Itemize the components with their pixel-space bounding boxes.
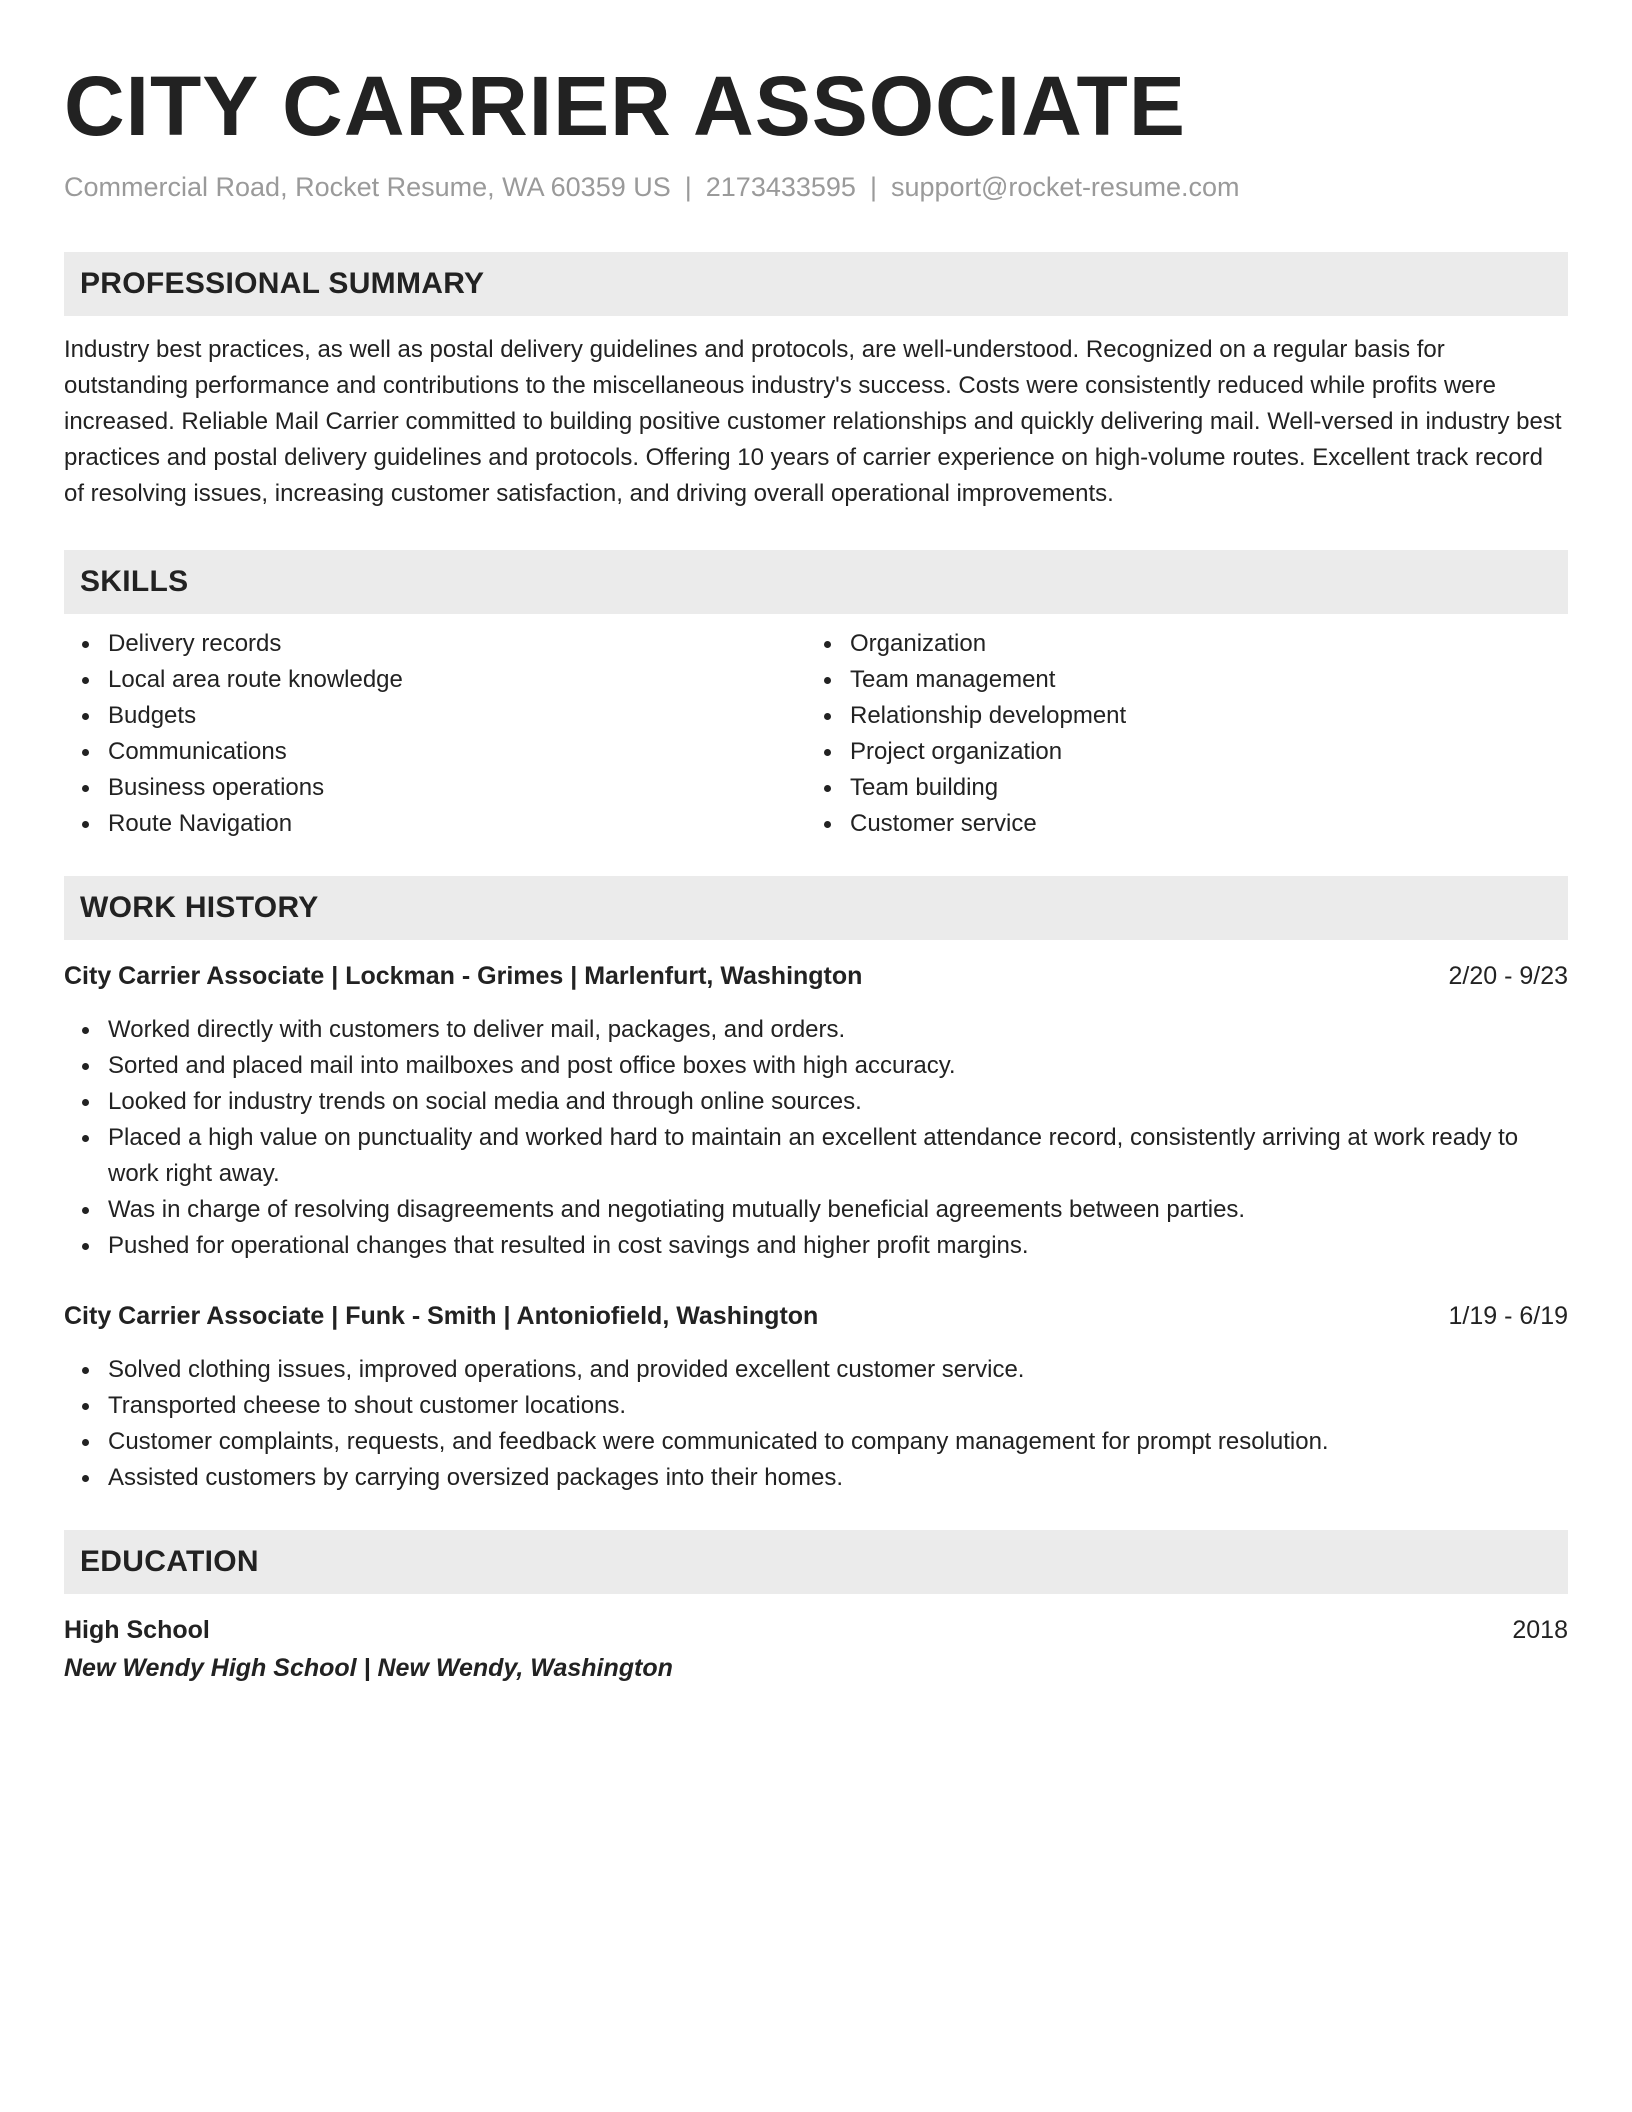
skill-item bbox=[806, 698, 1548, 734]
job-bullet-text: Transported cheese to shout customer locations. bbox=[108, 1392, 627, 1419]
education-school: New Wendy High School | New Wendy, Washington bbox=[64, 1654, 673, 1682]
job-bullet bbox=[64, 1388, 1568, 1424]
job-bullet bbox=[64, 1120, 1568, 1192]
job-bullet-text: Sorted and placed mail into mailboxes and post office boxes with high accuracy. bbox=[108, 1052, 956, 1079]
skill-item bbox=[806, 626, 1548, 662]
bullet-icon bbox=[824, 641, 831, 648]
summary-section bbox=[64, 252, 1568, 512]
skills-section bbox=[64, 550, 1568, 842]
job-header bbox=[64, 1298, 1568, 1334]
contact-separator: | bbox=[684, 172, 692, 202]
skill-item-text: Route Navigation bbox=[108, 810, 293, 837]
bullet-icon bbox=[82, 1367, 89, 1374]
skill-item bbox=[806, 806, 1548, 842]
job-bullet bbox=[64, 1424, 1568, 1460]
job-bullet-text: Customer complaints, requests, and feedback were communicated to company management for prompt resolution. bbox=[108, 1428, 1329, 1455]
skills-heading: SKILLS bbox=[64, 550, 1568, 614]
job-bullet-text: Solved clothing issues, improved operations, and provided excellent customer service. bbox=[108, 1356, 1025, 1383]
education-header bbox=[64, 1612, 1568, 1648]
job-bullet bbox=[64, 1192, 1568, 1228]
job-bullets bbox=[64, 1352, 1568, 1496]
resume-page bbox=[64, 0, 1568, 1688]
skill-item-text: Budgets bbox=[108, 702, 197, 729]
bullet-icon bbox=[82, 1439, 89, 1446]
skill-item-text: Relationship development bbox=[850, 702, 1127, 729]
bullet-icon bbox=[82, 1063, 89, 1070]
education-entry bbox=[64, 1612, 1568, 1688]
job-header bbox=[64, 958, 1568, 994]
skills-columns bbox=[64, 626, 1568, 842]
skill-item bbox=[64, 698, 806, 734]
job-title: City Carrier Associate | Funk - Smith | Antoniofield, Washington bbox=[64, 1302, 819, 1330]
job-bullet-text: Assisted customers by carrying oversized packages into their homes. bbox=[108, 1464, 843, 1491]
bullet-icon bbox=[824, 677, 831, 684]
bullet-icon bbox=[824, 713, 831, 720]
skill-item bbox=[64, 770, 806, 806]
job-dates: 2/20 - 9/23 bbox=[1448, 962, 1568, 990]
bullet-icon bbox=[82, 1403, 89, 1410]
resume-name: CITY CARRIER ASSOCIATE bbox=[64, 59, 1186, 153]
skill-item-text: Organization bbox=[850, 630, 987, 657]
bullet-icon bbox=[824, 785, 831, 792]
bullet-icon bbox=[82, 785, 89, 792]
bullet-icon bbox=[82, 749, 89, 756]
bullet-icon bbox=[82, 1207, 89, 1214]
job-dates: 1/19 - 6/19 bbox=[1448, 1302, 1568, 1330]
skill-item-text: Local area route knowledge bbox=[108, 666, 403, 693]
education-year: 2018 bbox=[1512, 1616, 1568, 1644]
job-bullet bbox=[64, 1084, 1568, 1120]
job-bullet-text: Worked directly with customers to deliver mail, packages, and orders. bbox=[108, 1016, 846, 1043]
summary-text: Industry best practices, as well as postal delivery guidelines and protocols, are well-understood. Recognized on a regular basis for outstanding performance and contributions to the miscellaneous industry's success. Costs were consistently reduced while profits were increased. Reliable Mail Carrier committed to building positive customer relationships and quickly delivering mail. Well-versed in industry best practices and postal delivery guidelines and protocols. Offering 10 years of carrier experience on high-volume routes. Excellent track record of resolving issues, increasing customer satisfaction, and driving overall operational improvements. bbox=[64, 336, 1562, 507]
job-bullet bbox=[64, 1352, 1568, 1388]
contact-line bbox=[64, 170, 1568, 204]
job-bullets bbox=[64, 1012, 1568, 1264]
job-bullet bbox=[64, 1048, 1568, 1084]
job-entry bbox=[64, 1298, 1568, 1496]
education-degree: High School bbox=[64, 1616, 210, 1644]
skill-item-text: Business operations bbox=[108, 774, 325, 801]
bullet-icon bbox=[82, 1135, 89, 1142]
job-bullet bbox=[64, 1228, 1568, 1264]
education-heading: EDUCATION bbox=[64, 1530, 1568, 1594]
work-section bbox=[64, 876, 1568, 1496]
bullet-icon bbox=[824, 821, 831, 828]
skill-item-text: Customer service bbox=[850, 810, 1037, 837]
bullet-icon bbox=[82, 677, 89, 684]
contact-separator: | bbox=[869, 172, 877, 202]
work-heading: WORK HISTORY bbox=[64, 876, 1568, 940]
skill-item bbox=[64, 734, 806, 770]
skill-item-text: Communications bbox=[108, 738, 287, 765]
bullet-icon bbox=[82, 1475, 89, 1482]
contact-address: Commercial Road, Rocket Resume, WA 60359 US bbox=[64, 172, 671, 202]
job-bullet-text: Placed a high value on punctuality and worked hard to maintain an excellent attendance record, consistently arriving at work ready to work right away. bbox=[108, 1124, 1519, 1187]
contact-phone: 2173433595 bbox=[705, 172, 856, 202]
skill-item-text: Team management bbox=[850, 666, 1056, 693]
bullet-icon bbox=[82, 641, 89, 648]
skill-item bbox=[806, 662, 1548, 698]
summary-heading: PROFESSIONAL SUMMARY bbox=[64, 252, 1568, 316]
job-bullet bbox=[64, 1012, 1568, 1048]
bullet-icon bbox=[824, 749, 831, 756]
bullet-icon bbox=[82, 713, 89, 720]
skill-item bbox=[64, 806, 806, 842]
skill-item bbox=[64, 626, 806, 662]
bullet-icon bbox=[82, 1099, 89, 1106]
job-entry bbox=[64, 958, 1568, 1264]
skill-item bbox=[806, 734, 1548, 770]
job-title: City Carrier Associate | Lockman - Grimes | Marlenfurt, Washington bbox=[64, 962, 863, 990]
skill-item-text: Project organization bbox=[850, 738, 1063, 765]
job-bullet-text: Was in charge of resolving disagreements and negotiating mutually beneficial agreements between parties. bbox=[108, 1196, 1246, 1223]
skills-left-column bbox=[64, 626, 806, 842]
skill-item-text: Delivery records bbox=[108, 630, 282, 657]
skill-item bbox=[806, 770, 1548, 806]
job-bullet-text: Pushed for operational changes that resulted in cost savings and higher profit margins. bbox=[108, 1232, 1029, 1259]
education-section bbox=[64, 1530, 1568, 1688]
skill-item-text: Team building bbox=[850, 774, 999, 801]
bullet-icon bbox=[82, 821, 89, 828]
skill-item bbox=[64, 662, 806, 698]
job-bullet-text: Looked for industry trends on social media and through online sources. bbox=[108, 1088, 862, 1115]
job-list bbox=[64, 958, 1568, 1496]
bullet-icon bbox=[82, 1243, 89, 1250]
skills-right-column bbox=[806, 626, 1548, 842]
job-bullet bbox=[64, 1460, 1568, 1496]
contact-email: support@rocket-resume.com bbox=[890, 172, 1240, 202]
bullet-icon bbox=[82, 1027, 89, 1034]
